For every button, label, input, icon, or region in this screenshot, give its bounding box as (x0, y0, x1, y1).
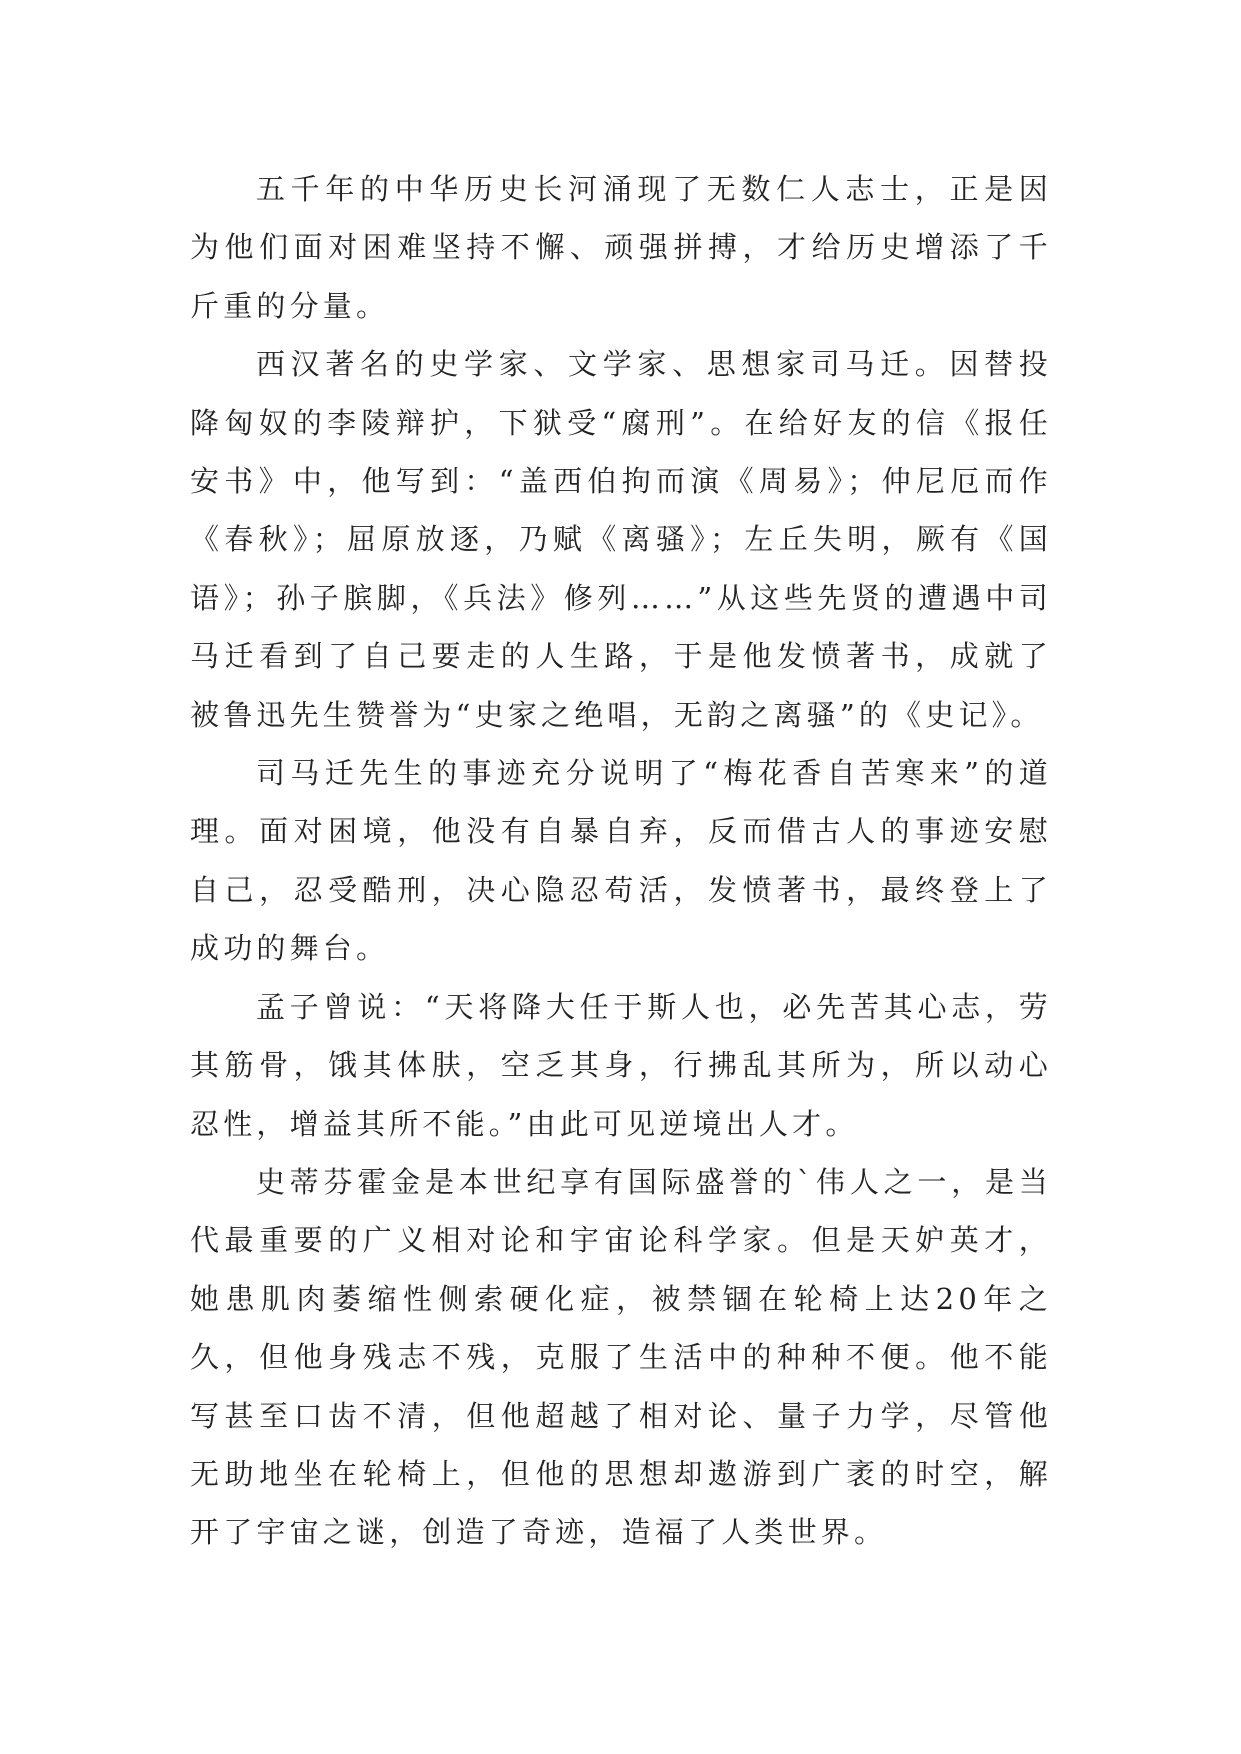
paragraph-4: 孟子曾说：“天将降大任于斯人也，必先苦其心志，劳其筋骨，饿其体肤，空乏其身，行拂乱其所为，所以动心忍性，增益其所不能。”由此可见逆境出人才。 (190, 989, 1052, 1141)
paragraph-2: 西汉著名的史学家、文学家、思想家司马迁。因替投降匈奴的李陵辩护，下狱受“腐刑”。在给好友的信《报任安书》中，他写到：“盖西伯拘而演《周易》；仲尼厄而作《春秋》；屈原放逐，乃赋《离骚》；左丘失明，厥有《国语》；孙子膑脚，《兵法》修列……”从这些先贤的遭遇中司马迁看到了自己要走的人生路，于是他发愤著书，成就了被鲁迅先生赞誉为“史家之绝唱，无韵之离骚”的《史记》。 (190, 347, 1052, 732)
paragraph-3: 司马迁先生的事迹充分说明了“梅花香自苦寒来”的道理。面对困境，他没有自暴自弃，反而借古人的事迹安慰自己，忍受酷刑，决心隐忍苟活，发愤著书，最终登上了成功的舞台。 (190, 756, 1052, 966)
paragraph-5: 史蒂芬霍金是本世纪享有国际盛誉的`伟人之一，是当代最重要的广义相对论和宇宙论科学家。但是天妒英才，她患肌肉萎缩性侧索硬化症，被禁锢在轮椅上达20年之久，但他身残志不残，克服了生活中的种种不便。他不能写甚至口齿不清，但他超越了相对论、量子力学，尽管他无助地坐在轮椅上，但他的思想却遨游到广袤的时空，解开了宇宙之谜，创造了奇迹，造福了人类世界。 (190, 1164, 1052, 1550)
paragraph-1: 五千年的中华历史长河涌现了无数仁人志士，正是因为他们面对困难坚持不懈、顽强拼搏，才给历史增添了千斤重的分量。 (190, 172, 1052, 323)
document-body (190, 160, 1052, 1562)
